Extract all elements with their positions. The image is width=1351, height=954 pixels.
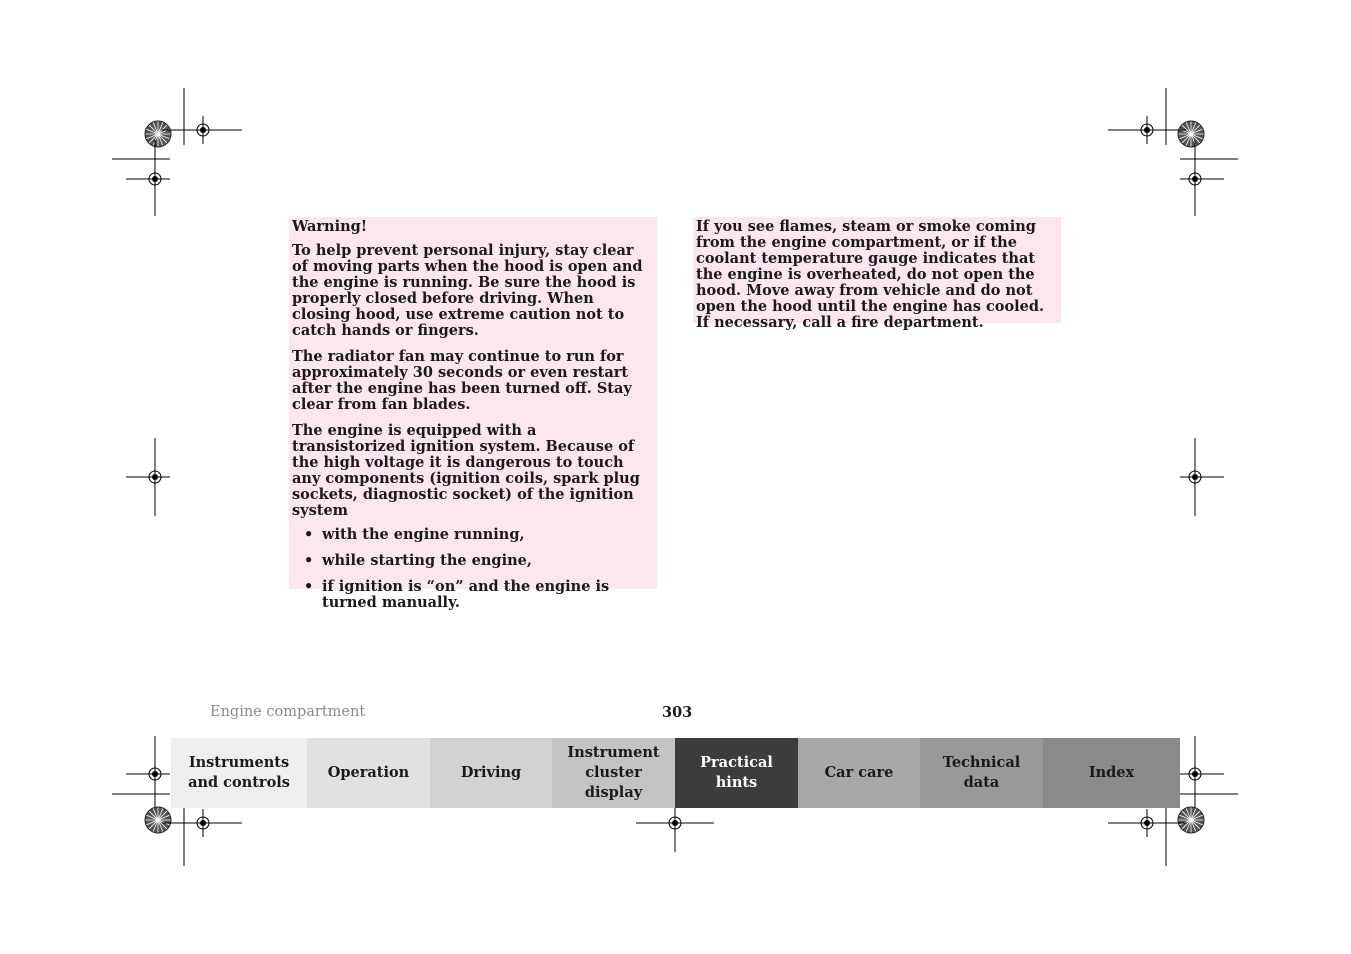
warning-paragraph-fire: If you see flames, steam or smoke coming from the engine compartment, or if the coolant temperature gauge indicates that the engine is overheated, do not open the hood. Move away from vehicle and do not open the hood until the engine has cooled. If necessary, call a fire department. xyxy=(696,218,1045,331)
tab-technical-data[interactable]: Technical data xyxy=(920,738,1043,808)
tab-index[interactable]: Index xyxy=(1043,738,1180,808)
bullet-icon: • xyxy=(304,578,314,595)
list-item xyxy=(304,579,651,611)
bullet-icon: • xyxy=(304,552,314,569)
warning-box-left xyxy=(289,217,657,611)
list-item xyxy=(304,527,651,543)
page-number: 303 xyxy=(662,704,693,721)
bullet-text: if ignition is “on” and the engine is turned manually. xyxy=(322,578,610,611)
bullet-text: while starting the engine, xyxy=(322,552,532,569)
warning-paragraph-1: To help prevent personal injury, stay clear of moving parts when the hood is open and the engine is running. Be sure the hood is properly closed before driving. When closing hood, use extreme caution not to catch hands or fingers. xyxy=(292,242,643,339)
tab-operation[interactable]: Operation xyxy=(307,738,430,808)
tab-practical-hints[interactable]: Practical hints xyxy=(675,738,798,808)
tab-car-care[interactable]: Car care xyxy=(798,738,920,808)
tab-instruments-and-controls[interactable]: Instruments and controls xyxy=(171,738,307,808)
warning-box-right xyxy=(693,217,1061,331)
warning-title: Warning! xyxy=(292,218,368,235)
tab-driving[interactable]: Driving xyxy=(430,738,552,808)
chapter-tab-bar xyxy=(171,738,1180,808)
bullet-icon: • xyxy=(304,526,314,543)
list-item xyxy=(304,553,651,569)
bullet-text: with the engine running, xyxy=(322,526,525,543)
tab-instrument-cluster-display[interactable]: Instrument cluster display xyxy=(552,738,675,808)
warning-paragraph-2: The radiator fan may continue to run for approximately 30 seconds or even restart after the engine has been turned off. Stay clear from fan blades. xyxy=(292,348,632,413)
section-label: Engine compartment xyxy=(210,704,366,720)
warning-paragraph-3: The engine is equipped with a transistorized ignition system. Because of the high voltage it is dangerous to touch any components (ignition coils, spark plug sockets, diagnostic socket) of the ignition system xyxy=(292,422,640,519)
warning-bullet-list xyxy=(292,527,651,611)
